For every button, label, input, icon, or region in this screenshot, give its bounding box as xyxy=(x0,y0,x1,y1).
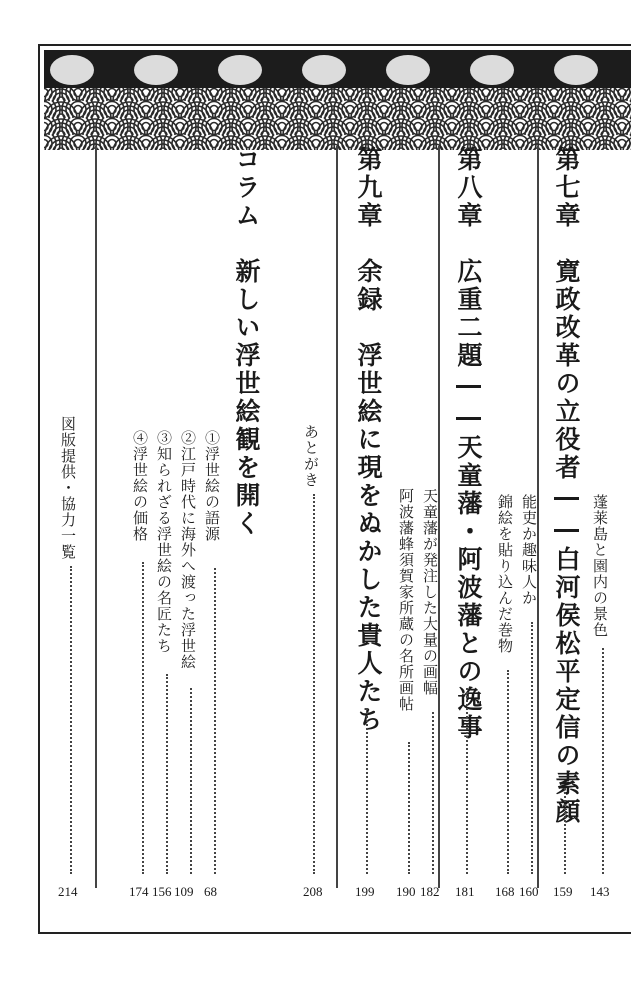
leader-dots xyxy=(70,566,74,874)
column-item: ①浮世絵の語源 xyxy=(203,430,221,542)
page-number: 190 xyxy=(396,884,416,899)
toc-entry-text: 図版提供・協力一覧 xyxy=(59,416,77,560)
wave-pattern-banner xyxy=(44,50,631,150)
page-number: 208 xyxy=(303,884,323,899)
leader-dots xyxy=(214,568,218,874)
chapter-title: 第九章 余録 浮世絵に現をぬかした貴人たち xyxy=(354,146,383,734)
leader-dots xyxy=(466,688,470,874)
page-number: 199 xyxy=(355,884,375,899)
page-number: 109 xyxy=(174,884,194,899)
leader-dots xyxy=(564,788,568,874)
leader-dots xyxy=(531,622,535,874)
page-number: 160 xyxy=(519,884,539,899)
leader-dots xyxy=(142,562,146,874)
divider-ch9-column xyxy=(336,146,338,888)
toc-entry-text: 能吏か趣味人か xyxy=(520,494,538,606)
toc-entry-text: 蓬莱島と園内の景色 xyxy=(591,494,609,638)
frame-top-rule xyxy=(38,44,631,46)
page-number: 168 xyxy=(495,884,515,899)
toc-entry-text: 錦絵を貼り込んだ巻物 xyxy=(496,494,514,654)
leader-dots xyxy=(313,494,317,874)
page-number: 156 xyxy=(152,884,172,899)
page-number: 214 xyxy=(58,884,78,899)
page-number: 181 xyxy=(455,884,475,899)
toc-entry-text: あとがき xyxy=(302,424,320,488)
column-item: ④浮世絵の価格 xyxy=(131,430,149,542)
toc-entry-text: 阿波藩蜂須賀家所蔵の名所画帖 xyxy=(397,488,415,712)
leader-dots xyxy=(602,648,606,874)
leader-dots xyxy=(166,674,170,874)
chapter-title: 第八章 広重二題――天童藩・阿波藩との逸事 xyxy=(454,146,483,742)
frame-bottom-rule xyxy=(38,932,631,934)
chapter-title: 第七章 寛政改革の立役者――白河侯松平定信の素顔 xyxy=(552,146,581,826)
leader-dots xyxy=(190,688,194,874)
page-number: 182 xyxy=(420,884,440,899)
page-number: 68 xyxy=(204,884,217,899)
leader-dots xyxy=(408,742,412,874)
column-heading: コラム 新しい浮世絵観を開く xyxy=(232,146,261,538)
column-item: ②江戸時代に海外へ渡った浮世絵 xyxy=(179,430,197,670)
leader-dots xyxy=(507,670,511,874)
toc-entry-text: 天童藩が発注した大量の画幅 xyxy=(421,488,439,696)
page-number: 143 xyxy=(590,884,610,899)
leader-dots xyxy=(432,712,436,874)
column-item: ③知られざる浮世絵の名匠たち xyxy=(155,430,173,654)
leader-dots xyxy=(366,708,370,874)
page-number: 159 xyxy=(553,884,573,899)
page-number: 174 xyxy=(129,884,149,899)
frame-left-rule xyxy=(38,44,40,934)
divider-column-credits xyxy=(95,146,97,888)
